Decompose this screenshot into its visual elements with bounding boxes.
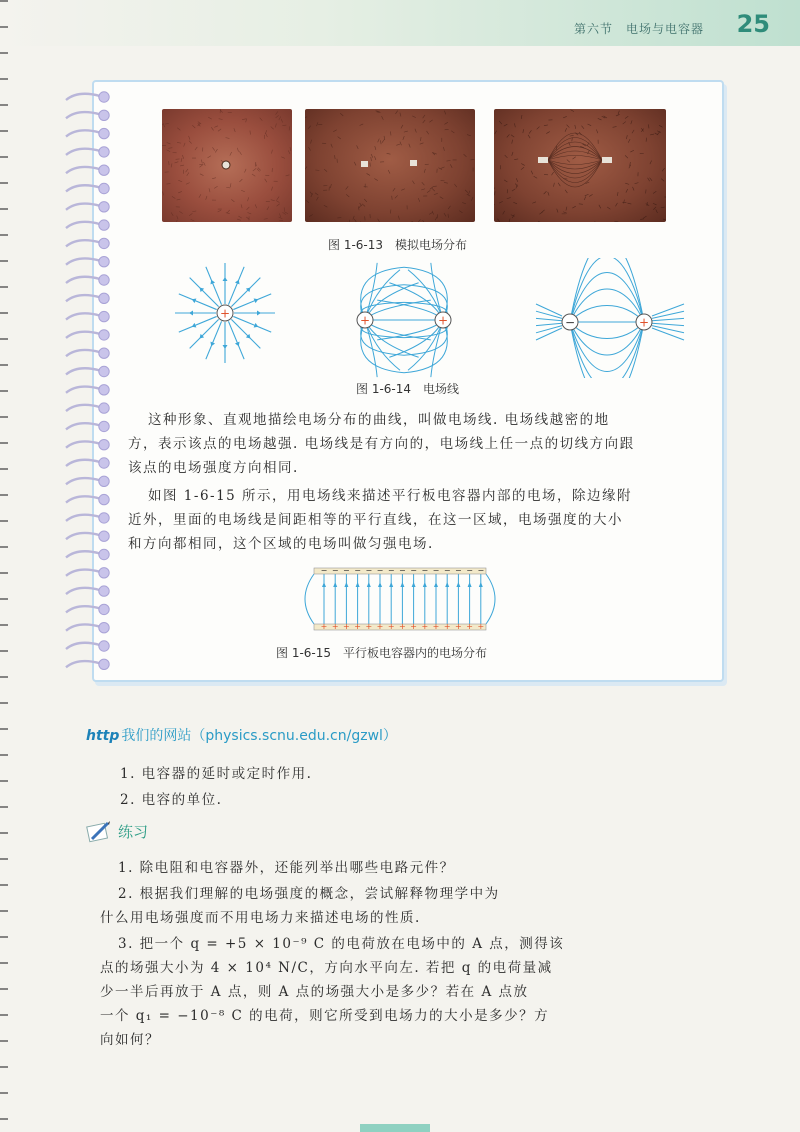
exercise-line: 向如何？ [100,1032,160,1048]
svg-text:−: − [376,566,384,575]
paragraph-line: 如图 1-6-15 所示，用电场线来描述平行板电容器内部的电场，除边缘附 [148,488,633,504]
svg-text:−: − [466,566,473,575]
paragraph-line: 和方向都相同，这个区域的电场叫做匀强电场. [128,536,434,552]
svg-text:+: + [387,622,395,631]
website-heading [86,725,397,745]
svg-text:+: + [331,622,339,631]
figure-caption-13: 图 1-6-13 模拟电场分布 [328,238,468,252]
exercise-heading [86,818,148,844]
svg-text:−: − [331,566,339,575]
website-item: 2. 电容的单位. [120,792,223,808]
website-item: 1. 电容器的延时或定时作用. [120,766,313,782]
paragraph-line: 近外，里面的电场线是间距相等的平行直线，在这一区域，电场强度的大小 [128,512,623,528]
svg-text:+: + [399,622,406,631]
svg-text:−: − [455,566,462,575]
paragraph-line: 该点的电场强度方向相同. [128,460,299,476]
exercise-line: 少一半后再放于 A 点，则 A 点的场强大小是多少？若在 A 点放 [100,984,529,1000]
figure-caption-15: 图 1-6-15 平行板电容器内的电场分布 [276,646,488,660]
svg-text:−: − [354,566,361,575]
svg-text:−: − [421,566,429,575]
svg-text:+: + [455,622,462,631]
exercise-title: 练习 [118,822,149,841]
svg-text:−: − [410,566,417,575]
charge-minus-label: − [564,315,576,330]
exercise-line: 什么用电场强度而不用电场力来描述电场的性质. [100,910,421,926]
svg-text:+: + [320,622,328,631]
svg-text:+: + [410,622,417,631]
svg-text:+: + [343,622,350,631]
svg-text:+: + [421,622,429,631]
exercise-line: 1. 除电阻和电容器外，还能列举出哪些电路元件？ [118,860,455,876]
pencil-notebook-icon [86,819,112,843]
svg-text:+: + [477,622,485,631]
binding-edge [0,0,8,1132]
section-title: 第六节 电场与电容器 [573,22,704,36]
footer-bar [360,1124,430,1132]
svg-text:−: − [399,566,406,575]
charge-plus-label: + [437,313,449,328]
charge-plus-label: + [219,306,231,321]
svg-text:−: − [432,566,440,575]
http-logo-icon: http [86,728,120,744]
svg-text:−: − [443,566,451,575]
svg-text:+: + [376,622,384,631]
charge-plus-label: + [359,313,371,328]
page-number: 25 [736,10,770,38]
charge-plus-label: + [638,315,650,330]
figure-caption-14: 图 1-6-14 电场线 [356,382,460,396]
photo-single-charge [162,109,292,222]
diagram-parallel-plate-capacitor [292,562,506,640]
spiral-rings-icon [60,86,120,686]
svg-text:−: − [477,566,485,575]
svg-text:−: − [343,566,350,575]
svg-text:+: + [443,622,451,631]
svg-text:+: + [432,622,440,631]
diagram-two-positive-charges [330,258,490,378]
exercise-line: 点的场强大小为 4 × 10⁴ N/C，方向水平向左. 若把 q 的电荷量减 [100,960,553,976]
svg-text:−: − [365,566,373,575]
svg-text:+: + [354,622,361,631]
svg-text:+: + [466,622,473,631]
diagram-dipole-charges [530,258,690,378]
website-title: 我们的网站（physics.scnu.edu.cn/gzwl） [121,728,397,744]
exercise-line: 一个 q₁ = −10⁻⁸ C 的电荷，则它所受到电场力的大小是多少？方 [100,1008,550,1024]
paragraph-line: 这种形象、直观地描绘电场分布的曲线，叫做电场线. 电场线越密的地 [148,412,610,428]
diagram-single-positive-charge [170,258,280,368]
paragraph-line: 方，表示该点的电场越强. 电场线是有方向的，电场线上任一点的切线方向跟 [128,436,635,452]
svg-text:+: + [365,622,373,631]
exercise-line: 3. 把一个 q = +5 × 10⁻⁹ C 的电荷放在电场中的 A 点，测得该 [118,936,565,952]
svg-text:−: − [320,566,328,575]
photo-two-like-charges [305,109,475,222]
exercise-line: 2. 根据我们理解的电场强度的概念，尝试解释物理学中为 [118,886,500,902]
svg-text:−: − [387,566,395,575]
photo-opposite-charges [494,109,666,222]
